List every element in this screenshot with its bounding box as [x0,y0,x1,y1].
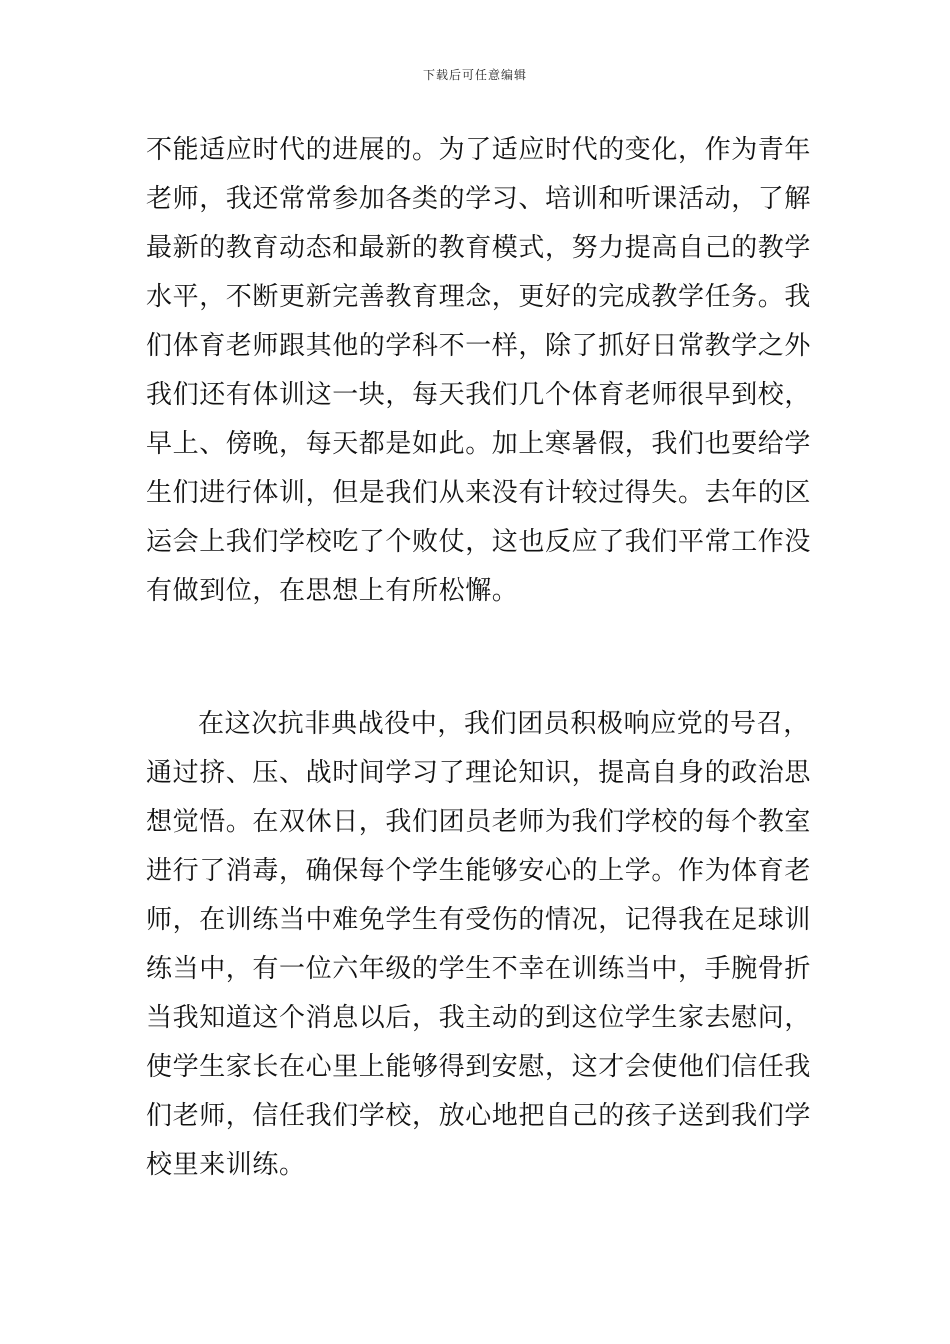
paragraph-line: 想觉悟。在双休日，我们团员老师为我们学校的每个教室 [146,807,812,837]
paragraph-line: 老师，我还常常参加各类的学习、培训和听课活动，了解 [146,184,812,214]
paragraph-line: 早上、傍晚，每天都是如此。加上寒暑假，我们也要给学 [146,429,812,459]
paragraph-line: 有做到位，在思想上有所松懈。 [146,576,519,606]
paragraph-line: 使学生家长在心里上能够得到安慰，这才会使他们信任我 [146,1052,812,1082]
paragraph-line: 们体育老师跟其他的学科不一样，除了抓好日常教学之外 [146,331,812,361]
paragraph-line: 通过挤、压、战时间学习了理论知识，提高自身的政治思 [146,758,812,788]
paragraph-line: 师，在训练当中难免学生有受伤的情况，记得我在足球训 [146,905,812,935]
paragraph-line: 不能适应时代的进展的。为了适应时代的变化，作为青年 [146,135,812,165]
paragraph-line: 水平，不断更新完善教育理念，更好的完成教学任务。我 [146,282,812,312]
document-body [146,126,818,1190]
paragraph-line: 校里来训练。 [146,1150,306,1180]
paragraph-line: 当我知道这个消息以后，我主动的到这位学生家去慰问， [146,1003,812,1033]
page-header: 下载后可任意编辑 [422,68,527,82]
paragraph-spacer [146,616,818,700]
paragraph-line: 在这次抗非典战役中，我们团员积极响应党的号召， [198,709,810,739]
paragraph-1 [146,126,818,616]
paragraph-line: 最新的教育动态和最新的教育模式，努力提高自己的教学 [146,233,812,263]
paragraph-line: 我们还有体训这一块，每天我们几个体育老师很早到校， [146,380,812,410]
paragraph-line: 练当中，有一位六年级的学生不幸在训练当中，手腕骨折 [146,954,812,984]
paragraph-line: 生们进行体训，但是我们从来没有计较过得失。去年的区 [146,478,812,508]
paragraph-line: 运会上我们学校吃了个败仗，这也反应了我们平常工作没 [146,527,812,557]
paragraph-line: 进行了消毒，确保每个学生能够安心的上学。作为体育老 [146,856,812,886]
paragraph-line: 们老师，信任我们学校，放心地把自己的孩子送到我们学 [146,1101,812,1131]
paragraph-2 [146,700,818,1190]
